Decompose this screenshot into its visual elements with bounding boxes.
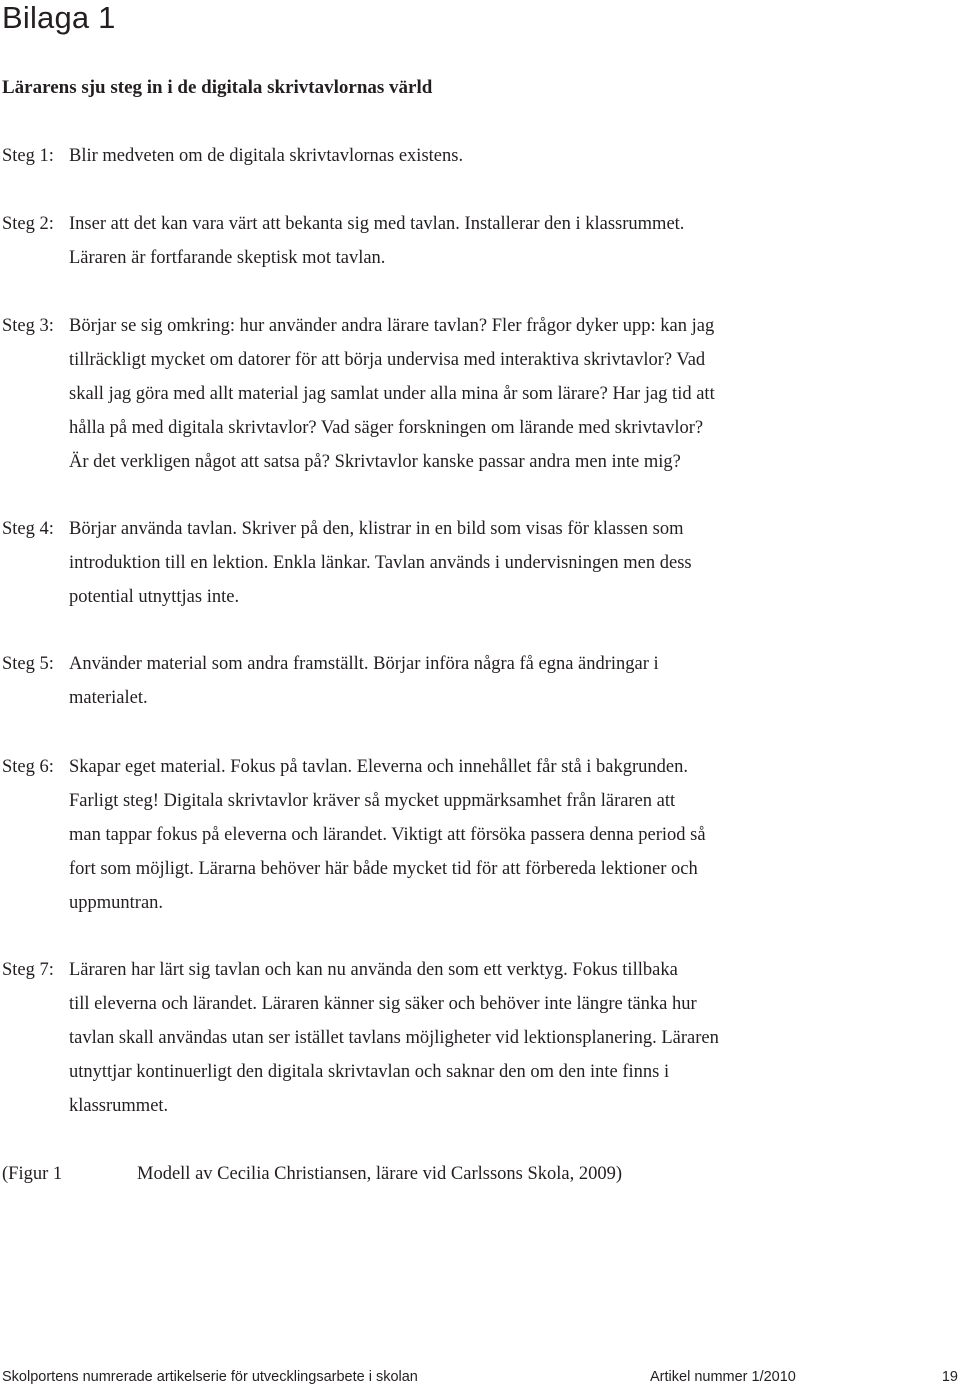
step-text-line: Skapar eget material. Fokus på tavlan. Eleverna och innehållet får stå i bakgrunden.: [69, 757, 689, 777]
step-label: Steg 2:: [2, 214, 54, 234]
step-label: Steg 7:: [2, 960, 54, 980]
step-text-line: hålla på med digitala skrivtavlor? Vad säger forskningen om lärande med skrivtavlor?: [69, 418, 704, 438]
step-description: [69, 953, 809, 1123]
step-text-line: tavlan skall användas utan ser istället tavlans möjligheter vid lektionsplanering. Läraren: [69, 1028, 719, 1048]
step-text-line: Använder material som andra framställt. Börjar införa några få egna ändringar i: [69, 654, 659, 674]
step-text-line: Läraren har lärt sig tavlan och kan nu använda den som ett verktyg. Fokus tillbaka: [69, 960, 678, 980]
page-number: 19: [941, 1369, 958, 1385]
step-text-line: Börjar se sig omkring: hur använder andra lärare tavlan? Fler frågor dyker upp: kan jag: [69, 316, 715, 336]
page-footer: [2, 1366, 960, 1390]
step-description: [69, 139, 809, 173]
step-description: [69, 512, 809, 614]
step-label: Steg 5:: [2, 654, 54, 674]
step-text-line: skall jag göra med allt material jag samlat under alla mina år som lärare? Har jag tid att: [69, 384, 715, 404]
step-text-line: fort som möjligt. Lärarna behöver här både mycket tid för att förbereda lektioner och: [69, 859, 698, 879]
figure-caption-text: Modell av Cecilia Christiansen, lärare vid Carlssons Skola, 2009): [137, 1164, 623, 1184]
document-subtitle: Lärarens sju steg in i de digitala skrivtavlornas värld: [2, 77, 433, 98]
step-text-line: Läraren är fortfarande skeptisk mot tavlan.: [69, 248, 386, 268]
step-label: Steg 1:: [2, 146, 54, 166]
step-text-line: materialet.: [69, 688, 148, 708]
step-text-line: Farligt steg! Digitala skrivtavlor kräver så mycket uppmärksamhet från läraren att: [69, 791, 676, 811]
step-description: [69, 309, 809, 479]
step-text-line: introduktion till en lektion. Enkla länkar. Tavlan används i undervisningen men dess: [69, 553, 692, 573]
step-text-line: Inser att det kan vara värt att bekanta sig med tavlan. Installerar den i klassrummet.: [69, 214, 685, 234]
step-text-line: Blir medveten om de digitala skrivtavlornas existens.: [69, 146, 464, 166]
step-description: [69, 750, 809, 920]
step-description: [69, 207, 809, 275]
step-text-line: Är det verkligen något att satsa på? Skrivtavlor kanske passar andra men inte mig?: [69, 452, 681, 472]
step-text-line: potential utnyttjas inte.: [69, 587, 240, 607]
step-text-line: uppmuntran.: [69, 893, 164, 913]
step-description: [69, 647, 809, 715]
step-label: Steg 3:: [2, 316, 54, 336]
footer-article-number: Artikel nummer 1/2010: [650, 1369, 796, 1385]
step-text-line: klassrummet.: [69, 1096, 169, 1116]
step-label: Steg 4:: [2, 519, 54, 539]
page-title: Bilaga 1: [2, 0, 116, 35]
footer-series: Skolportens numrerade artikelserie för utvecklingsarbete i skolan: [2, 1369, 418, 1385]
step-text-line: man tappar fokus på eleverna och lärandet. Viktigt att försöka passera denna period så: [69, 825, 706, 845]
step-text-line: Börjar använda tavlan. Skriver på den, klistrar in en bild som visas för klassen som: [69, 519, 684, 539]
step-text-line: tillräckligt mycket om datorer för att börja undervisa med interaktiva skrivtavlor? Vad: [69, 350, 706, 370]
step-label: Steg 6:: [2, 757, 54, 777]
step-text-line: till eleverna och lärandet. Läraren känner sig säker och behöver inte längre tänka hur: [69, 994, 697, 1014]
figure-label: (Figur 1: [2, 1164, 63, 1184]
step-text-line: utnyttjar kontinuerligt den digitala skrivtavlan och saknar den om den inte finns i: [69, 1062, 670, 1082]
